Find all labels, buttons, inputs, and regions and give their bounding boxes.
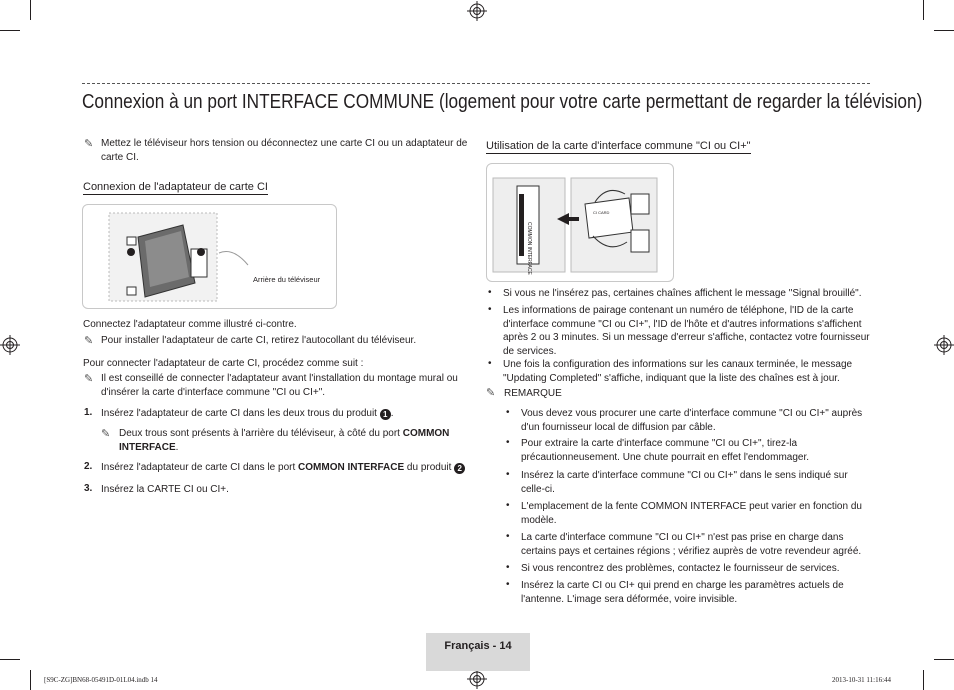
crop-mark — [0, 30, 20, 31]
list-item: Insérez la carte CI ou CI+ qui prend en charge les paramètres actuels de l'antenne. L'image sera déformée, voire invisible. — [521, 580, 844, 605]
bullet-dot: • — [506, 531, 510, 542]
crop-mark — [30, 670, 31, 690]
step-text-part: Insérez l'adaptateur de carte CI dans le port — [101, 462, 299, 473]
list-item: Insérez la carte d'interface commune "CI ou CI+" dans le sens indiqué sur celle-ci. — [521, 470, 848, 495]
note-pencil-icon: ✎ — [84, 373, 94, 385]
ci-card-figure — [486, 163, 674, 282]
registration-mark-icon — [934, 335, 954, 355]
bullet-dot: • — [488, 358, 492, 369]
registration-mark-icon — [467, 1, 487, 21]
registration-mark-icon — [0, 335, 20, 355]
step-badge: 2 — [454, 463, 465, 474]
step-number: 2. — [84, 461, 93, 472]
slot-label: COMMON INTERFACE — [526, 222, 532, 275]
note-pencil-icon: ✎ — [84, 335, 94, 347]
note-text: Pour installer l'adaptateur de carte CI, retirez l'autocollant du téléviseur. — [101, 335, 417, 346]
bullet-dot: • — [488, 304, 492, 315]
adapter-illustration — [83, 205, 336, 308]
registration-mark-icon — [467, 669, 487, 689]
bullet-dot: • — [506, 437, 510, 448]
ci-card-illustration — [487, 164, 673, 281]
step-text — [101, 461, 476, 475]
page-number: Français - 14 — [444, 640, 512, 652]
step-text-part: . — [390, 408, 394, 419]
list-item: Vous devez vous procurer une carte d'interface commune "CI ou CI+" auprès d'un fournisseur local de diffusion par câble. — [521, 408, 863, 433]
bullet-dot: • — [506, 407, 510, 418]
list-item: Les informations de pairage contenant un numéro de téléphone, l'ID de la carte d'interface commune "CI ou CI+", l'ID de l'hôte et d'autres informations s'affichent après 2 ou 3 minutes. Si un message d'erreur s'affiche, contactez votre fournisseur de services. — [503, 305, 870, 357]
title-divider — [82, 83, 870, 84]
list-item: Une fois la configuration des informations sur les canaux terminée, le message "Updating Completed" s'affiche, indiquant que la liste des chaînes est à jour. — [503, 359, 853, 384]
crop-mark — [923, 0, 924, 20]
card-label: CI CARD — [593, 210, 610, 215]
list-item: La carte d'interface commune "CI ou CI+" n'est pas prise en charge dans certains pays et certaines régions ; vérifiez auprès de votre revendeur agréé. — [521, 532, 862, 557]
crop-mark — [923, 670, 924, 690]
page-title: Connexion à un port INTERFACE COMMUNE (logement pour votre carte permettant de regarder la télévision) — [82, 90, 923, 113]
note-text: Il est conseillé de connecter l'adaptateur avant l'installation du montage mural ou d'insérer la carte d'interface commune "CI ou CI+". — [101, 373, 458, 398]
list-item: Si vous rencontrez des problèmes, contactez le fournisseur de services. — [521, 563, 840, 574]
step-text — [101, 407, 471, 421]
crop-mark — [30, 0, 31, 20]
bullet-dot: • — [506, 469, 510, 480]
bullet-dot: • — [506, 579, 510, 590]
bullet-dot: • — [488, 287, 492, 298]
footer-file-info: [S9C-ZG]BN68-05491D-01L04.indb 14 — [44, 676, 158, 684]
note-pencil-icon: ✎ — [486, 387, 496, 399]
note-text-bold: COMMON INTERFACE — [119, 428, 450, 453]
footer-timestamp: 2013-10-31 11:16:44 — [832, 676, 892, 684]
note-text-part: Deux trous sont présents à l'arrière du téléviseur, à côté du port — [119, 428, 403, 439]
step-text: Insérez la CARTE CI ou CI+. — [101, 484, 229, 495]
section-heading: Utilisation de la carte d'interface commune "CI ou CI+" — [486, 140, 751, 152]
remarque-label: REMARQUE — [504, 388, 562, 399]
step-number: 3. — [84, 483, 93, 494]
note-pencil-icon: ✎ — [84, 138, 94, 150]
figure-caption: Arrière du téléviseur — [253, 275, 321, 284]
step-badge: 1 — [380, 409, 391, 420]
step-text-part: Insérez l'adaptateur de carte CI dans les deux trous du produit — [101, 408, 380, 419]
step-number: 1. — [84, 407, 93, 418]
step-text-bold: COMMON INTERFACE — [298, 462, 405, 473]
note-text: Mettez le téléviseur hors tension ou déconnectez une carte CI ou un adaptateur de carte CI. — [101, 138, 468, 163]
list-item: L'emplacement de la fente COMMON INTERFACE peut varier en fonction du modèle. — [521, 501, 862, 526]
adapter-figure — [82, 204, 337, 309]
step-text-part: du produit — [404, 462, 455, 473]
bullet-dot: • — [506, 500, 510, 511]
list-item: Si vous ne l'insérez pas, certaines chaînes affichent le message "Signal brouillé". — [503, 288, 862, 299]
section-heading: Connexion de l'adaptateur de carte CI — [83, 181, 268, 193]
page-number-box — [426, 633, 530, 671]
note-pencil-icon: ✎ — [101, 428, 111, 440]
crop-mark — [0, 659, 20, 660]
crop-mark — [934, 30, 954, 31]
note-text — [119, 427, 464, 454]
crop-mark — [934, 659, 954, 660]
list-item: Pour extraire la carte d'interface commune "CI ou CI+", tirez-la précautionneusement. Une chute pourrait en effet l'endommager. — [521, 438, 810, 463]
note-text-part: . — [175, 441, 179, 453]
bullet-dot: • — [506, 562, 510, 573]
paragraph: Pour connecter l'adaptateur de carte CI, procédez comme suit : — [83, 358, 364, 369]
paragraph: Connectez l'adaptateur comme illustré ci-contre. — [83, 319, 297, 330]
